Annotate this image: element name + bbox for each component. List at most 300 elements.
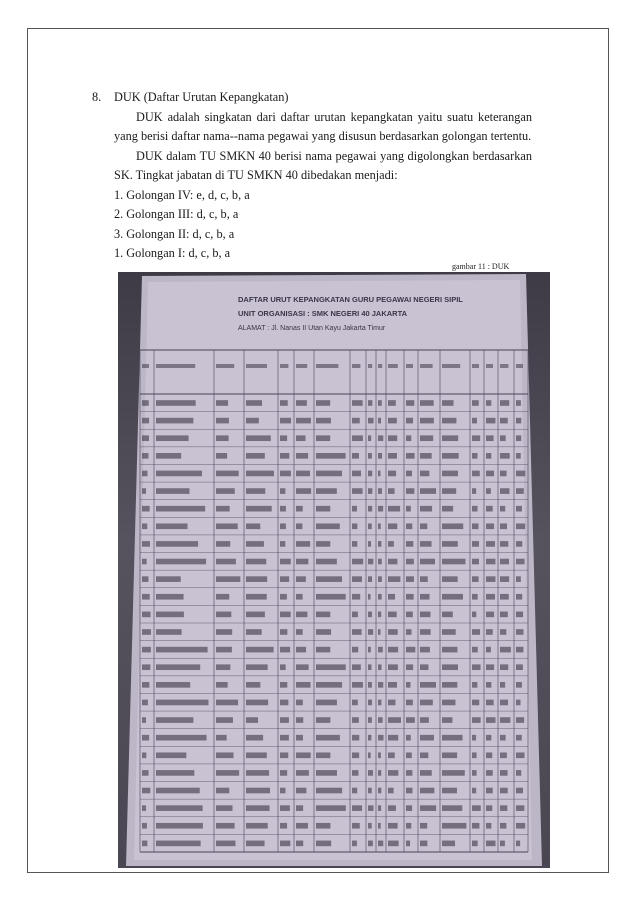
photo-text-smudge bbox=[406, 805, 412, 811]
photo-header-2: UNIT ORGANISASI : SMK NEGERI 40 JAKARTA bbox=[238, 309, 408, 318]
photo-text-smudge bbox=[352, 700, 358, 706]
photo-text-smudge bbox=[486, 841, 495, 847]
section-heading bbox=[92, 88, 532, 108]
photo-text-smudge bbox=[406, 770, 412, 776]
photo-text-smudge bbox=[296, 541, 310, 547]
photo-text-smudge bbox=[378, 647, 383, 653]
photo-text-smudge bbox=[142, 488, 146, 494]
photo-text-smudge bbox=[472, 752, 477, 758]
photo-text-smudge bbox=[378, 488, 382, 494]
photo-text-smudge bbox=[246, 506, 272, 512]
photo-text-smudge bbox=[156, 594, 184, 600]
photo-text-smudge bbox=[246, 559, 266, 565]
photo-text-smudge bbox=[472, 717, 481, 723]
photo-text-smudge bbox=[500, 418, 508, 424]
photo-text-smudge bbox=[500, 400, 509, 406]
photo-text-smudge bbox=[216, 418, 229, 424]
photo-text-smudge bbox=[486, 788, 493, 794]
photo-text-smudge bbox=[368, 735, 371, 741]
photo-text-smudge bbox=[420, 541, 432, 547]
photo-text-smudge bbox=[352, 612, 358, 618]
photo-text-smudge bbox=[216, 506, 230, 512]
photo-text-smudge bbox=[246, 612, 265, 618]
photo-text-smudge bbox=[486, 823, 491, 829]
photo-text-smudge bbox=[420, 506, 432, 512]
photo-text-smudge bbox=[296, 841, 303, 847]
photo-text-smudge bbox=[216, 647, 232, 653]
photo-text-smudge bbox=[352, 841, 357, 847]
photo-text-smudge bbox=[142, 506, 150, 512]
photo-text-smudge bbox=[406, 576, 414, 582]
photo-text-smudge bbox=[406, 752, 412, 758]
photo-text-smudge bbox=[352, 576, 362, 582]
photo-text-smudge bbox=[500, 664, 508, 670]
photo-text-smudge bbox=[516, 629, 523, 635]
photo-text-smudge bbox=[406, 506, 411, 512]
photo-text-smudge bbox=[156, 717, 193, 723]
photo-text-smudge bbox=[246, 700, 268, 706]
photo-text-smudge bbox=[316, 364, 338, 368]
photo-text-smudge bbox=[246, 629, 262, 635]
photo-text-smudge bbox=[500, 841, 505, 847]
photo-text-smudge bbox=[246, 364, 267, 368]
photo-text-smudge bbox=[280, 471, 291, 477]
photo-text-smudge bbox=[216, 541, 230, 547]
photo-text-smudge bbox=[352, 788, 357, 794]
photo-text-smudge bbox=[216, 453, 227, 459]
photo-text-smudge bbox=[472, 647, 478, 653]
photo-text-smudge bbox=[368, 400, 372, 406]
photo-text-smudge bbox=[368, 506, 372, 512]
photo-text-smudge bbox=[378, 418, 381, 424]
photo-text-smudge bbox=[296, 629, 303, 635]
photo-text-smudge bbox=[442, 700, 455, 706]
photo-text-smudge bbox=[316, 647, 330, 653]
photo-text-smudge bbox=[420, 717, 429, 723]
photo-text-smudge bbox=[486, 541, 495, 547]
photo-text-smudge bbox=[142, 647, 151, 653]
photo-text-smudge bbox=[156, 682, 190, 688]
photo-text-smudge bbox=[486, 364, 493, 368]
photo-text-smudge bbox=[516, 576, 521, 582]
photo-text-smudge bbox=[516, 559, 525, 565]
photo-text-smudge bbox=[500, 523, 507, 529]
photo-text-smudge bbox=[296, 717, 303, 723]
photo-text-smudge bbox=[442, 682, 457, 688]
photo-text-smudge bbox=[368, 752, 371, 758]
photo-text-smudge bbox=[316, 488, 337, 494]
photo-text-smudge bbox=[472, 841, 478, 847]
photo-text-smudge bbox=[280, 418, 291, 424]
photo-text-smudge bbox=[442, 488, 456, 494]
photo-text-smudge bbox=[280, 752, 288, 758]
photo-text-smudge bbox=[156, 664, 200, 670]
golongan-list bbox=[114, 186, 532, 264]
photo-text-smudge bbox=[500, 770, 508, 776]
photo-text-smudge bbox=[500, 471, 507, 477]
photo-text-smudge bbox=[280, 364, 288, 368]
photo-text-smudge bbox=[368, 717, 372, 723]
photo-text-smudge bbox=[316, 770, 337, 776]
photo-text-smudge bbox=[420, 823, 427, 829]
photo-text-smudge bbox=[378, 364, 382, 368]
photo-text-smudge bbox=[378, 841, 383, 847]
section-number: 8. bbox=[92, 90, 102, 104]
photo-text-smudge bbox=[280, 612, 291, 618]
photo-text-smudge bbox=[368, 453, 372, 459]
photo-text-smudge bbox=[420, 612, 430, 618]
photo-text-smudge bbox=[406, 735, 411, 741]
photo-text-smudge bbox=[296, 752, 311, 758]
photo-text-smudge bbox=[142, 823, 147, 829]
photo-text-smudge bbox=[246, 841, 265, 847]
photo-text-smudge bbox=[442, 541, 458, 547]
photo-text-smudge bbox=[216, 629, 232, 635]
photo-text-smudge bbox=[246, 664, 268, 670]
photo-text-smudge bbox=[216, 752, 234, 758]
photo-text-smudge bbox=[352, 594, 360, 600]
photo-text-smudge bbox=[378, 612, 381, 618]
photo-text-smudge bbox=[352, 735, 359, 741]
photo-text-smudge bbox=[516, 488, 524, 494]
photo-text-smudge bbox=[352, 488, 363, 494]
photo-text-smudge bbox=[378, 735, 384, 741]
photo-text-smudge bbox=[368, 488, 372, 494]
photo-text-smudge bbox=[316, 453, 346, 459]
photo-text-smudge bbox=[296, 612, 307, 618]
photo-text-smudge bbox=[216, 488, 235, 494]
photo-text-smudge bbox=[486, 700, 494, 706]
photo-text-smudge bbox=[296, 471, 310, 477]
photo-text-smudge bbox=[500, 647, 511, 653]
photo-text-smudge bbox=[486, 418, 495, 424]
photo-text-smudge bbox=[216, 700, 238, 706]
photo-text-smudge bbox=[406, 364, 413, 368]
photo-text-smudge bbox=[246, 576, 267, 582]
photo-text-smudge bbox=[142, 735, 149, 741]
photo-text-smudge bbox=[388, 541, 394, 547]
photo-text-smudge bbox=[442, 471, 458, 477]
photo-text-smudge bbox=[420, 647, 430, 653]
photo-text-smudge bbox=[420, 682, 436, 688]
photo-text-smudge bbox=[442, 841, 455, 847]
photo-text-smudge bbox=[142, 453, 148, 459]
photo-text-smudge bbox=[500, 805, 507, 811]
photo-text-smudge bbox=[280, 400, 288, 406]
photo-text-smudge bbox=[406, 612, 413, 618]
photo-text-smudge bbox=[142, 770, 149, 776]
photo-text-smudge bbox=[420, 435, 433, 441]
photo-text-smudge bbox=[142, 788, 150, 794]
photo-text-smudge bbox=[472, 506, 478, 512]
photo-text-smudge bbox=[472, 594, 478, 600]
photo-text-smudge bbox=[246, 647, 274, 653]
photo-text-smudge bbox=[316, 735, 340, 741]
photo-text-smudge bbox=[280, 435, 287, 441]
photo-text-smudge bbox=[142, 805, 146, 811]
photo-text-smudge bbox=[442, 523, 463, 529]
photo-text-smudge bbox=[352, 506, 357, 512]
photo-text-smudge bbox=[246, 453, 265, 459]
photo-text-smudge bbox=[156, 506, 205, 512]
photo-text-smudge bbox=[388, 418, 397, 424]
photo-text-smudge bbox=[246, 805, 270, 811]
photo-text-smudge bbox=[352, 629, 362, 635]
photo-text-smudge bbox=[420, 629, 431, 635]
photo-text-smudge bbox=[142, 700, 148, 706]
photo-text-smudge bbox=[442, 559, 465, 565]
photo-text-smudge bbox=[378, 629, 380, 635]
photo-text-smudge bbox=[280, 788, 285, 794]
photo-text-smudge bbox=[216, 364, 234, 368]
photo-text-smudge bbox=[352, 435, 363, 441]
photo-text-smudge bbox=[142, 664, 150, 670]
photo-text-smudge bbox=[420, 788, 434, 794]
photo-text-smudge bbox=[142, 629, 151, 635]
photo-text-smudge bbox=[352, 770, 358, 776]
paragraph-1: DUK adalah singkatan dari daftar urutan kepangkatan yaitu suatu keterangan yang berisi daftar nama--nama pegawai yang disusun berdasarkan golongan tertentu. bbox=[114, 109, 532, 143]
photo-text-smudge bbox=[420, 770, 432, 776]
photo-text-smudge bbox=[316, 594, 346, 600]
photo-text-smudge bbox=[500, 506, 505, 512]
photo-text-smudge bbox=[316, 682, 342, 688]
photo-text-smudge bbox=[500, 717, 510, 723]
photo-text-smudge bbox=[156, 435, 189, 441]
photo-text-smudge bbox=[246, 717, 258, 723]
photo-text-smudge bbox=[352, 559, 363, 565]
photo-text-smudge bbox=[500, 612, 508, 618]
photo-text-smudge bbox=[296, 364, 307, 368]
photo-text-smudge bbox=[316, 559, 337, 565]
photo-text-smudge bbox=[388, 506, 400, 512]
photo-text-smudge bbox=[378, 823, 381, 829]
photo-text-smudge bbox=[352, 823, 360, 829]
photo-text-smudge bbox=[280, 488, 285, 494]
photo-text-smudge bbox=[516, 700, 521, 706]
photo-text-smudge bbox=[472, 488, 476, 494]
photo-text-smudge bbox=[316, 823, 330, 829]
photo-text-smudge bbox=[388, 488, 395, 494]
photo-text-smudge bbox=[442, 629, 456, 635]
photo-header-3: ALAMAT : Jl. Nanas II Utan Kayu Jakarta Timur bbox=[238, 325, 386, 332]
photo-text-smudge bbox=[142, 841, 147, 847]
photo-text-smudge bbox=[420, 418, 434, 424]
photo-text-smudge bbox=[368, 629, 373, 635]
photo-text-smudge bbox=[516, 594, 522, 600]
photo-text-smudge bbox=[316, 418, 331, 424]
photo-text-smudge bbox=[406, 559, 414, 565]
list-item: 1. Golongan I: d, c, b, a bbox=[114, 246, 231, 260]
photo-text-smudge bbox=[296, 435, 305, 441]
photo-text-smudge bbox=[442, 576, 458, 582]
photo-text-smudge bbox=[368, 647, 371, 653]
photo-text-smudge bbox=[420, 488, 436, 494]
photo-text-smudge bbox=[280, 629, 287, 635]
photo-text-smudge bbox=[280, 841, 290, 847]
photo-text-smudge bbox=[368, 682, 372, 688]
photo-text-smudge bbox=[388, 576, 400, 582]
photo-text-smudge bbox=[472, 523, 478, 529]
list-item: 3. Golongan II: d, c, b, a bbox=[114, 226, 235, 241]
photo-text-smudge bbox=[316, 471, 342, 477]
photo-text-smudge bbox=[156, 541, 198, 547]
photo-text-smudge bbox=[472, 418, 477, 424]
photo-text-smudge bbox=[442, 435, 458, 441]
photo-text-smudge bbox=[442, 717, 452, 723]
photo-text-smudge bbox=[296, 559, 308, 565]
photo-text-smudge bbox=[486, 612, 494, 618]
photo-text-smudge bbox=[442, 770, 465, 776]
photo-text-smudge bbox=[500, 541, 508, 547]
photo-text-smudge bbox=[216, 717, 233, 723]
photo-text-smudge bbox=[388, 717, 401, 723]
photo-text-smudge bbox=[406, 400, 414, 406]
photo-text-smudge bbox=[406, 488, 414, 494]
photo-text-smudge bbox=[516, 788, 523, 794]
photo-text-smudge bbox=[280, 647, 290, 653]
photo-text-smudge bbox=[378, 576, 382, 582]
photo-text-smudge bbox=[486, 594, 495, 600]
photo-text-smudge bbox=[156, 612, 184, 618]
photo-text-smudge bbox=[368, 594, 371, 600]
photo-text-smudge bbox=[378, 717, 383, 723]
photo-text-smudge bbox=[216, 841, 235, 847]
photo-text-smudge bbox=[500, 823, 506, 829]
photo-text-smudge bbox=[368, 823, 372, 829]
photo-text-smudge bbox=[420, 576, 428, 582]
photo-text-smudge bbox=[296, 664, 309, 670]
photo-text-smudge bbox=[316, 805, 346, 811]
photo-text-smudge bbox=[472, 805, 481, 811]
photo-text-smudge bbox=[156, 471, 202, 477]
photo-text-smudge bbox=[442, 418, 456, 424]
photo-text-smudge bbox=[316, 435, 330, 441]
photo-text-smudge bbox=[388, 770, 398, 776]
photo-text-smudge bbox=[296, 488, 311, 494]
photo-text-smudge bbox=[500, 682, 505, 688]
photo-text-smudge bbox=[406, 647, 415, 653]
photo-text-smudge bbox=[516, 717, 524, 723]
photo-text-smudge bbox=[472, 435, 480, 441]
photo-text-smudge bbox=[296, 523, 302, 529]
duk-photo bbox=[118, 272, 550, 868]
photo-text-smudge bbox=[368, 841, 373, 847]
photo-text-smudge bbox=[156, 805, 203, 811]
photo-text-smudge bbox=[378, 788, 381, 794]
photo-text-smudge bbox=[280, 770, 287, 776]
photo-text-smudge bbox=[472, 471, 480, 477]
photo-text-smudge bbox=[216, 400, 228, 406]
photo-text-smudge bbox=[420, 453, 432, 459]
photo-text-smudge bbox=[500, 594, 509, 600]
photo-text-smudge bbox=[500, 735, 506, 741]
photo-text-smudge bbox=[216, 735, 227, 741]
photo-text-smudge bbox=[296, 735, 303, 741]
photo-text-smudge bbox=[388, 559, 397, 565]
photo-text-smudge bbox=[352, 471, 361, 477]
photo-text-smudge bbox=[296, 823, 308, 829]
photo-text-smudge bbox=[420, 400, 434, 406]
photo-text-smudge bbox=[156, 418, 193, 424]
photo-text-smudge bbox=[368, 788, 372, 794]
photo-text-smudge bbox=[420, 664, 428, 670]
photo-text-smudge bbox=[516, 506, 522, 512]
photo-text-smudge bbox=[378, 594, 382, 600]
photo-text-smudge bbox=[378, 682, 383, 688]
photo-text-smudge bbox=[280, 717, 289, 723]
photo-text-smudge bbox=[516, 752, 524, 758]
photo-text-smudge bbox=[406, 664, 413, 670]
photo-text-smudge bbox=[378, 752, 381, 758]
photo-text-smudge bbox=[472, 823, 479, 829]
photo-text-smudge bbox=[388, 823, 398, 829]
photo-text-smudge bbox=[246, 418, 259, 424]
photo-text-smudge bbox=[516, 841, 520, 847]
photo-text-smudge bbox=[442, 364, 460, 368]
photo-text-smudge bbox=[388, 400, 396, 406]
photo-text-smudge bbox=[378, 435, 383, 441]
photo-text-smudge bbox=[368, 559, 373, 565]
photo-text-smudge bbox=[368, 523, 372, 529]
photo-text-smudge bbox=[352, 523, 357, 529]
photo-text-smudge bbox=[142, 364, 149, 368]
photo-text-smudge bbox=[316, 700, 337, 706]
photo-text-smudge bbox=[280, 576, 289, 582]
photo-text-smudge bbox=[406, 471, 412, 477]
photo-text-smudge bbox=[352, 400, 363, 406]
photo-text-smudge bbox=[316, 629, 331, 635]
photo-text-smudge bbox=[388, 752, 395, 758]
photo-text-smudge bbox=[246, 488, 265, 494]
photo-text-smudge bbox=[246, 400, 262, 406]
photo-text-smudge bbox=[442, 823, 466, 829]
photo-text-smudge bbox=[352, 682, 363, 688]
photo-text-smudge bbox=[216, 523, 238, 529]
photo-text-smudge bbox=[388, 629, 398, 635]
photo-text-smudge bbox=[280, 594, 287, 600]
photo-text-smudge bbox=[142, 541, 150, 547]
photo-text-smudge bbox=[142, 594, 150, 600]
photo-text-smudge bbox=[500, 629, 506, 635]
photo-text-smudge bbox=[378, 664, 382, 670]
photo-text-smudge bbox=[472, 664, 481, 670]
photo-text-smudge bbox=[352, 418, 360, 424]
photo-text-smudge bbox=[142, 559, 147, 565]
photo-text-smudge bbox=[442, 400, 453, 406]
photo-text-smudge bbox=[316, 664, 346, 670]
photo-text-smudge bbox=[142, 682, 149, 688]
photo-text-smudge bbox=[472, 700, 479, 706]
photo-text-smudge bbox=[216, 770, 239, 776]
photo-text-smudge bbox=[156, 647, 208, 653]
photo-text-smudge bbox=[516, 612, 523, 618]
photo-text-smudge bbox=[406, 788, 412, 794]
photo-text-smudge bbox=[486, 682, 491, 688]
photo-text-smudge bbox=[246, 788, 270, 794]
photo-text-smudge bbox=[280, 682, 287, 688]
photo-text-smudge bbox=[420, 594, 430, 600]
photo-text-smudge bbox=[216, 612, 231, 618]
photo-text-smudge bbox=[388, 453, 397, 459]
photo-text-smudge bbox=[216, 559, 236, 565]
photo-text-smudge bbox=[442, 612, 453, 618]
photo-text-smudge bbox=[296, 594, 303, 600]
photo-text-smudge bbox=[142, 435, 149, 441]
photo-text-smudge bbox=[280, 453, 289, 459]
photo-text-smudge bbox=[516, 770, 521, 776]
photo-text-smudge bbox=[316, 841, 331, 847]
photo-text-smudge bbox=[352, 717, 359, 723]
